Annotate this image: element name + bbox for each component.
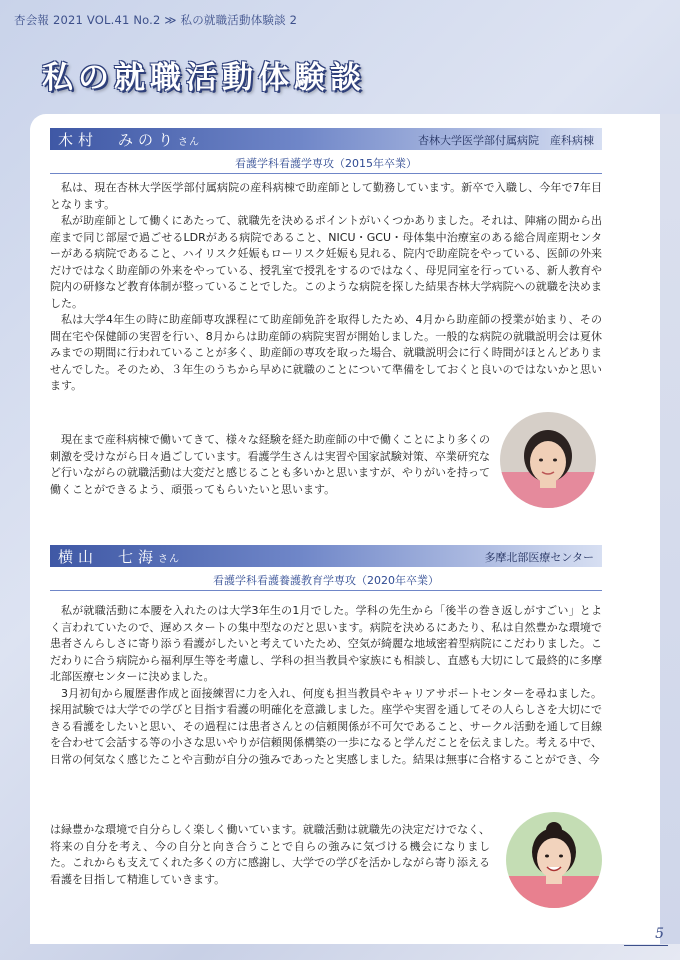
right-decoration [658, 114, 680, 944]
section2-paragraph-3: は緑豊かな環境で自分らしく楽しく働いています。就職活動は就職先の決定だけでなく、将来の自分を考え、今の自分と向き合うことで自らの強みに気づける機会になりました。これからも支えてくれた多くの方に感謝し、大学での学びを活かしながら寄り添える看護を目指して精進していきます。 [50, 823, 490, 886]
section1-name-bar [50, 128, 602, 150]
page-number: 5 [655, 926, 664, 942]
section1-affiliation: 杏林大学医学部付属病院 産科病棟 [418, 134, 594, 147]
portrait-icon [500, 412, 596, 508]
section1-major: 看護学科看護学専攻（2015年卒業） [50, 155, 602, 174]
section1-honorific: さん [178, 137, 201, 148]
page-number-rule [624, 945, 668, 946]
section2-paragraph-1: 私が就職活動に本腰を入れたのは大学3年生の1月でした。学科の先生から「後半の巻き返しがすごい」とよく言われていたので、遅めスタートの集中型なのだと思います。病院を決めるにあたり、私は自然豊かな環境で患者さんらしさに寄り添う看護がしたいと考えていたため、空気が綺麗な地域密着型病院にこだわりました。こだわりに合う病院から福利厚生等を考慮し、学科の担当教員や家族にも相談し、直感も大切にして最終的に多摩北部医療センターに決めました。 [50, 604, 602, 683]
section2-name: 横山 七海 [58, 548, 159, 566]
section1-paragraph-4: 現在まで産科病棟で働いてきて、様々な経験を経た助産師の中で働くことにより多くの刺激を受けながら日々過ごしています。看護学生さんは実習や国家試験対策、卒業研究など行いながらの就職活動は大変だと感じることも多いかと思いますが、やりがいを持って働くことができるよう、頑張ってもらいたいと思います。 [50, 433, 490, 496]
section2-name-wrap [58, 546, 180, 567]
section1-paragraph-2: 私が助産師として働くにあたって、就職先を決めるポイントがいくつかありました。それは、陣痛の間から出産まで同じ部屋で過ごせるLDRがある病院であること、NICU・GCU・母体集中治療室のある総合周産期センターがある病院であること、ハイリスク妊娠もローリスク妊娠も見れる、院内で助産院をやっている、医師の外来だけではなく助産師の外来をやっている、授乳室で授乳をするのではなく、母児同室を行っている、新人教育や院内の研修など教育体制が整っていることでした。このような病院を探した結果杏林大学病院への就職を決めました。 [50, 214, 602, 310]
section1-paragraph-1: 私は、現在杏林大学医学部付属病院の産科病棟で助産師として勤務しています。新卒で入職し、今年で7年目となります。 [50, 181, 602, 211]
header-breadcrumb: 杏会報 2021 VOL.41 No.2 ≫ 私の就職活動体験談 2 [14, 13, 298, 27]
section1-name: 木村 みのり [58, 131, 179, 149]
section1-body [50, 180, 602, 395]
section2-major: 看護学科看護養護教育学専攻（2020年卒業） [50, 572, 602, 591]
section1-name-wrap [58, 129, 200, 150]
section2-body-narrow [50, 822, 490, 888]
section1-paragraph-3: 私は大学4年生の時に助産師専攻課程にて助産師免許を取得したため、4月から助産師の授業が始まり、その間在宅や保健師の実習を行い、8月からは助産師の病院実習が開始しました。一般的な病院の就職説明会は夏休みまでの期間に行われていることが多く、助産師の専攻を取った場合、就職説明会に行く時間がほとんどありませんでした。そのため、３年生のうちから早めに就職のことについて準備をしておくと良いのではないかと思います。 [50, 313, 602, 392]
page-title: 私の就職活動体験談 [42, 60, 366, 96]
section2-honorific: さん [158, 554, 181, 565]
section2-photo [506, 812, 602, 908]
section1-body-narrow [50, 432, 490, 498]
section2-name-bar [50, 545, 602, 567]
section2-paragraph-2: 3月初旬から履歴書作成と面接練習に力を入れ、何度も担当教員やキャリアサポートセンターを尋ねました。採用試験では大学での学びと目指す看護の明確化を意識しました。座学や実習を通してその人らしさを大切にできる看護をしたいと思い、その過程には患者さんとの信頼関係が不可欠であること、サークル活動を通して目線を合わせて会話する等の小さな思いやりが信頼関係構築の一歩になると学んだことを伝えました。考える中で、日常の何気なく感じたことや言動が自分の強みであったと実感しました。結果は無事に合格することができ、今 [50, 686, 602, 766]
portrait-icon [506, 812, 602, 908]
section2-affiliation: 多摩北部医療センター [484, 551, 594, 564]
section1-photo [500, 412, 596, 508]
section2-body [50, 603, 602, 768]
